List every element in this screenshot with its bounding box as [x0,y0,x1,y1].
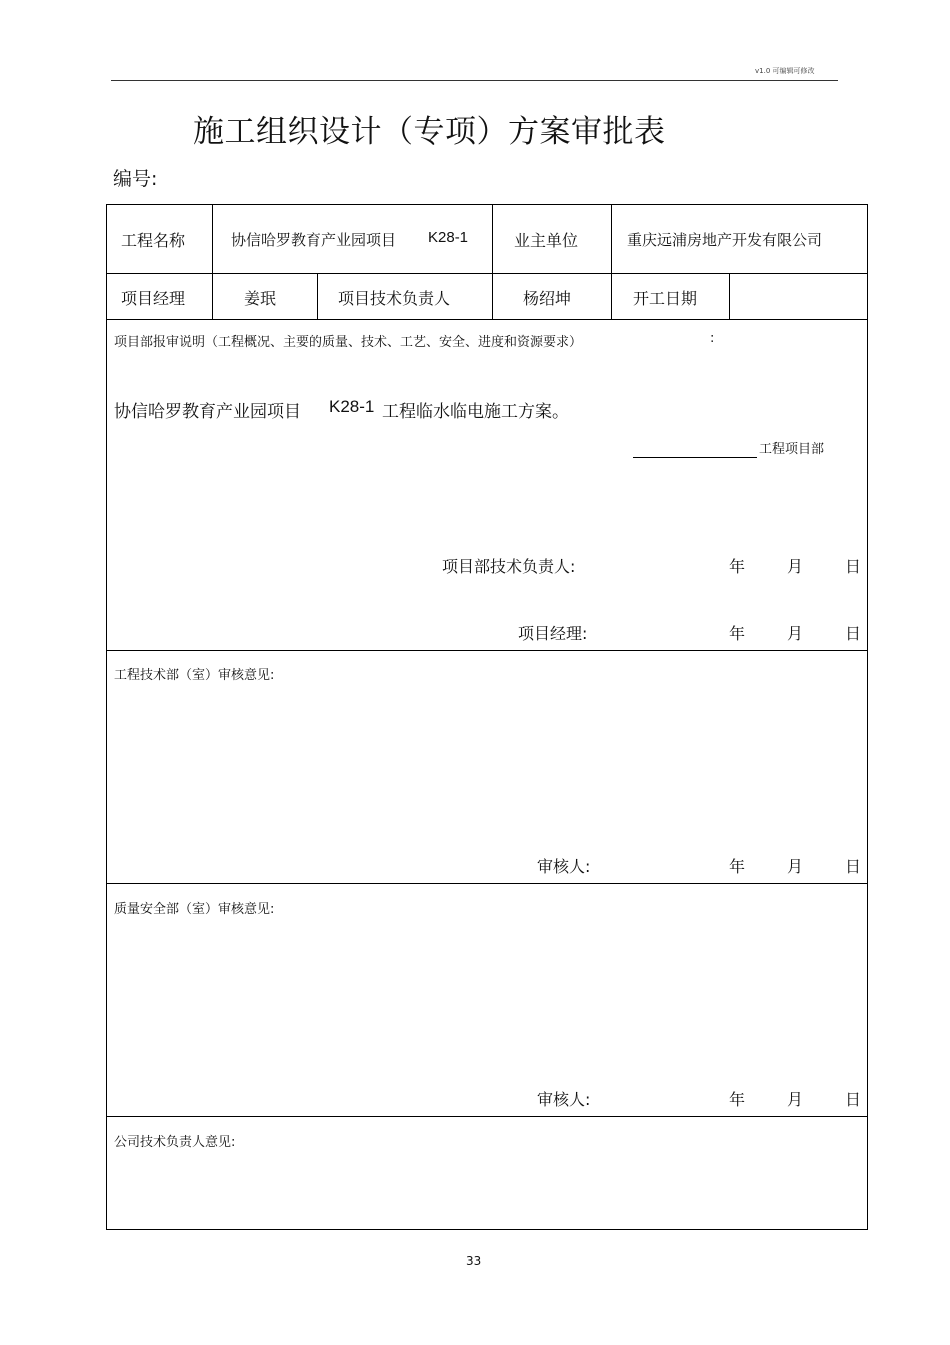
manager-label: 项目经理 [121,289,186,308]
row-divider [107,883,867,884]
date-day: 日 [845,1090,862,1109]
date-month: 月 [787,557,804,576]
header-divider [111,80,838,81]
tech-lead-value: 杨绍坤 [523,289,572,308]
column-divider [317,273,318,319]
column-divider [212,205,213,319]
row-divider [107,650,867,651]
version-note: v1.0 可编辑可修改 [755,67,815,75]
document-title: 施工组织设计（专项）方案审批表 [193,114,666,150]
document-number-label: 编号: [113,168,158,190]
project-code: K28-1 [428,229,469,246]
date-year: 年 [729,557,746,576]
owner-label: 业主单位 [514,231,579,250]
department-suffix: 工程项目部 [759,442,825,457]
project-manager-signer-label: 项目经理: [518,624,588,643]
project-name-label: 工程名称 [121,231,186,250]
project-description-a: 协信哈罗教育产业园项目 [114,402,301,422]
row-divider [107,273,867,274]
quality-reviewer-label: 审核人: [537,1090,591,1109]
date-month: 月 [787,624,804,643]
quality-section-heading: 质量安全部（室）审核意见: [114,902,275,917]
project-tech-signer-label: 项目部技术负责人: [442,557,576,576]
manager-value: 姜珉 [244,289,277,308]
date-day: 日 [845,624,862,643]
row-divider [107,1116,867,1117]
date-day: 日 [845,557,862,576]
date-month: 月 [787,857,804,876]
page-number: 33 [466,1254,482,1268]
engineering-section-heading: 工程技术部（室）审核意见: [114,668,275,683]
date-day: 日 [845,857,862,876]
date-year: 年 [729,624,746,643]
row-divider [107,319,867,320]
column-divider [492,273,493,319]
company-section-heading: 公司技术负责人意见: [114,1135,236,1150]
column-divider [492,205,493,273]
date-year: 年 [729,1090,746,1109]
date-year: 年 [729,857,746,876]
tech-lead-label: 项目技术负责人 [338,289,451,308]
start-date-label: 开工日期 [633,289,698,308]
owner-value: 重庆远浦房地产开发有限公司 [627,231,823,249]
project-description-code: K28-1 [329,397,375,416]
engineering-reviewer-label: 审核人: [537,857,591,876]
project-section-heading: 项目部报审说明（工程概况、主要的质量、技术、工艺、安全、进度和资源要求） [114,335,583,350]
column-divider [611,205,612,319]
project-name-value: 协信哈罗教育产业园项目 [231,231,397,249]
project-section-heading-colon: : [710,331,715,346]
project-description-b: 工程临水临电施工方案。 [382,402,569,422]
department-name-blank [633,457,757,458]
approval-form-table [106,204,868,1230]
date-month: 月 [787,1090,804,1109]
column-divider [729,273,730,319]
